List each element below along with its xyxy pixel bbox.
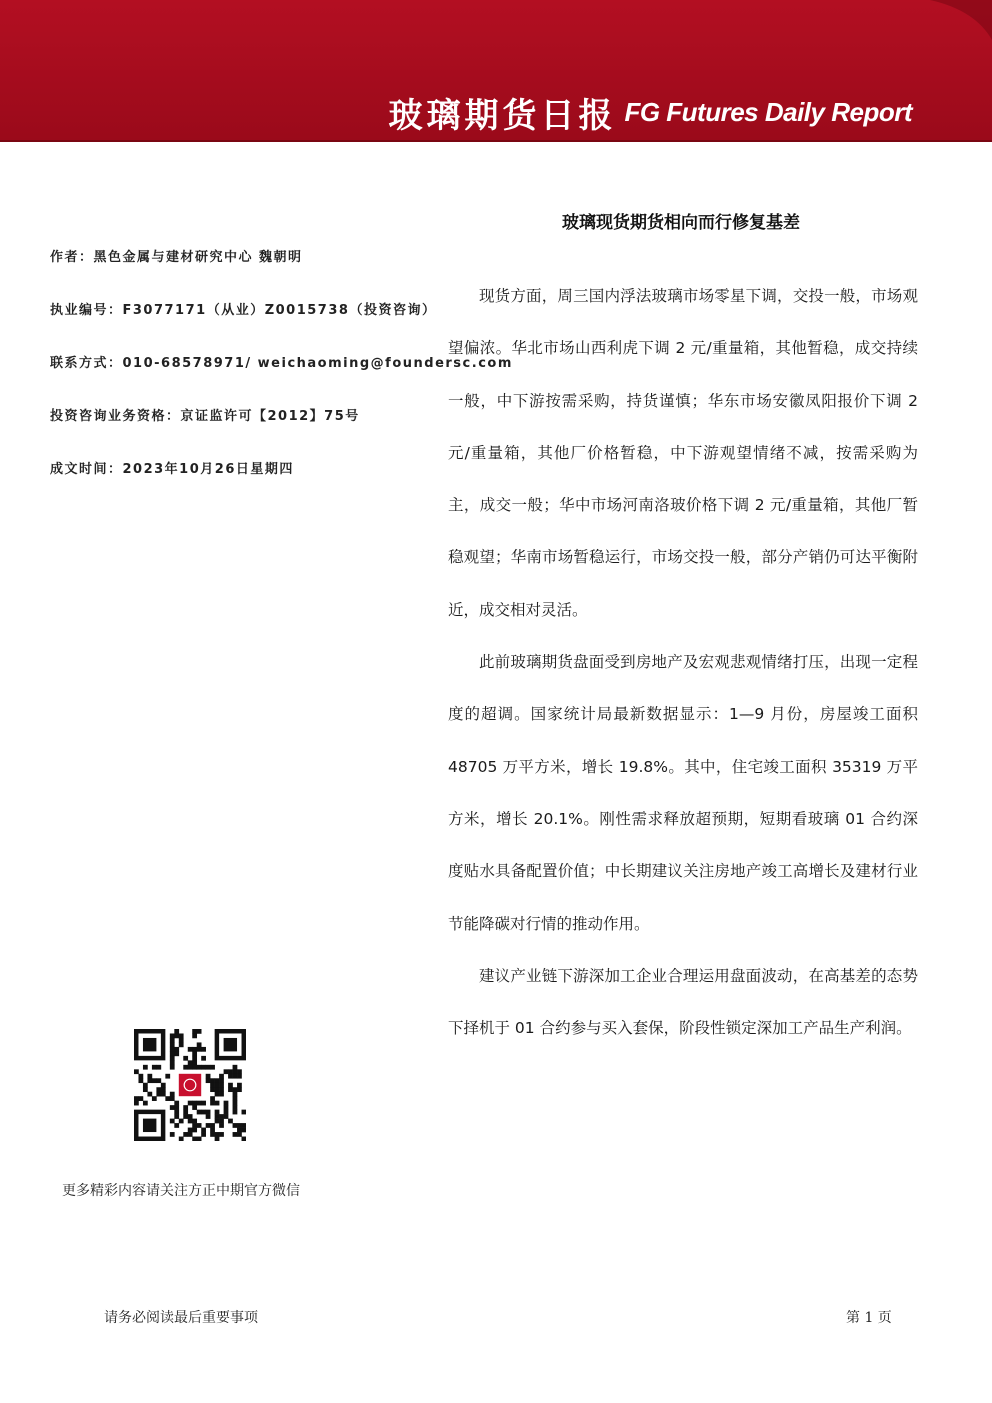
footer-disclaimer: 请务必阅读最后重要事项 — [104, 1310, 258, 1326]
header-banner — [0, 0, 992, 142]
qr-caption: 更多精彩内容请关注方正中期官方微信 — [62, 1183, 300, 1199]
report-title-cn: 玻璃期货日报 — [388, 96, 617, 136]
article-paragraph: 建议产业链下游深加工企业合理运用盘面波动，在高基差的态势下择机于 01 合约参与买入套保，阶段性锁定深加工产品生产利润。 — [448, 966, 918, 1038]
date-line: 成文时间：2023年10月26日星期四 — [50, 462, 294, 477]
article-body — [448, 270, 918, 1054]
author-info — [50, 246, 513, 511]
report-title-en: FG Futures Daily Report — [624, 97, 912, 127]
contact-line: 联系方式：010-68578971/ weichaoming@foundersc.com — [50, 356, 513, 371]
article-title: 玻璃现货期货相向而行修复基差 — [562, 213, 800, 233]
report-title — [388, 88, 912, 137]
qualification-line: 投资咨询业务资格：京证监许可【2012】75号 — [50, 409, 360, 424]
license-line: 执业编号：F3077171（从业）Z0015738（投资咨询） — [50, 303, 437, 318]
qr-code-graphic — [134, 1029, 246, 1141]
qr-code-icon — [134, 1029, 246, 1141]
article-paragraph: 此前玻璃期货盘面受到房地产及宏观悲观情绪打压，出现一定程度的超调。国家统计局最新数据显示：1—9 月份，房屋竣工面积 48705 万平方米，增长 19.8%。其中，住宅竣工面积 35319 万平方米，增长 20.1%。刚性需求释放超预期，短期看玻璃 01 合约深度贴水具备配置价值；中长期建议关注房地产竣工高增长及建材行业节能降碳对行情的推动作用。 — [448, 653, 918, 933]
author-line: 作者：黑色金属与建材研究中心 魏朝明 — [50, 250, 303, 265]
article-paragraph: 现货方面，周三国内浮法玻璃市场零星下调，交投一般，市场观望偏浓。华北市场山西利虎下调 2 元/重量箱，其他暂稳，成交持续一般，中下游按需采购，持货谨慎；华东市场安徽凤阳报价下调 2 元/重量箱，其他厂价格暂稳，中下游观望情绪不减，按需采购为主，成交一般；华中市场河南洛玻价格下调 2 元/重量箱，其他厂暂稳观望；华南市场暂稳运行，市场交投一般，部分产销仍可达平衡附近，成交相对灵活。 — [448, 287, 918, 619]
page-number: 第 1 页 — [846, 1310, 892, 1326]
